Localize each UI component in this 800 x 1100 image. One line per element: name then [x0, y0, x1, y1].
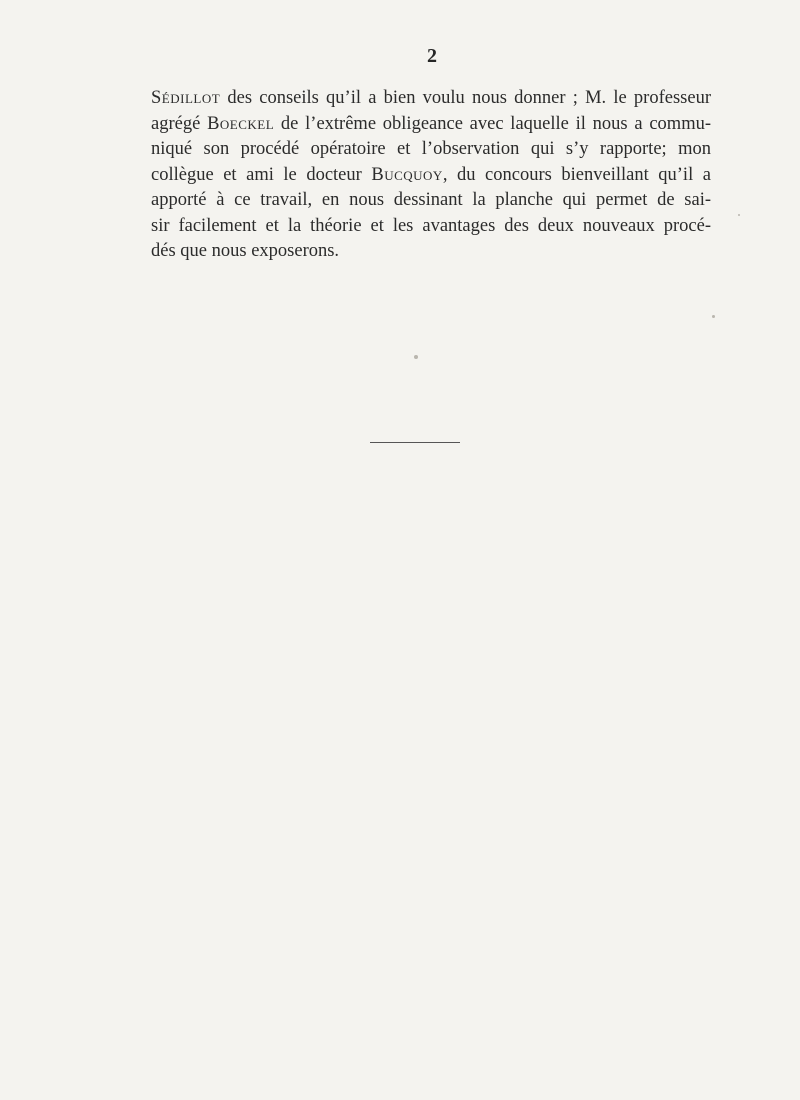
text-run: , du concours bienveillant qu’il a: [442, 164, 711, 185]
text-line: [151, 86, 711, 112]
text-run: agrégé: [151, 113, 208, 134]
section-divider: [370, 442, 460, 443]
text-line: [151, 188, 711, 214]
paper-speck: [414, 355, 418, 359]
person-name: Bucquoy: [371, 164, 443, 185]
person-name: Sédillot: [151, 88, 221, 108]
text-line: [151, 112, 711, 138]
text-run: dés que nous exposerons.: [151, 241, 340, 261]
text-run: niqué son procédé opératoire et l’observation qui s’y rapporte; mon: [151, 139, 711, 159]
page-number: 2: [427, 45, 437, 67]
text-line: [151, 137, 711, 163]
text-run: des conseils qu’il a bien voulu nous donner ; M. le professeur: [220, 88, 711, 108]
text-line: [151, 239, 711, 265]
text-run: sir facilement et la théorie et les avantages des deux nouveaux procé-: [151, 215, 711, 236]
paper-speck: [738, 214, 740, 216]
text-run: apporté à ce travail, en nous dessinant la planche qui permet de sai-: [151, 190, 711, 210]
text-line: [151, 163, 711, 189]
text-run: collègue et ami le docteur: [151, 164, 372, 185]
text-line: [151, 214, 711, 240]
paper-speck: [712, 315, 715, 318]
body-paragraph: [151, 86, 711, 265]
person-name: Boeckel: [207, 113, 275, 134]
text-run: de l’extrême obligeance avec laquelle il nous a commu-: [274, 113, 711, 134]
